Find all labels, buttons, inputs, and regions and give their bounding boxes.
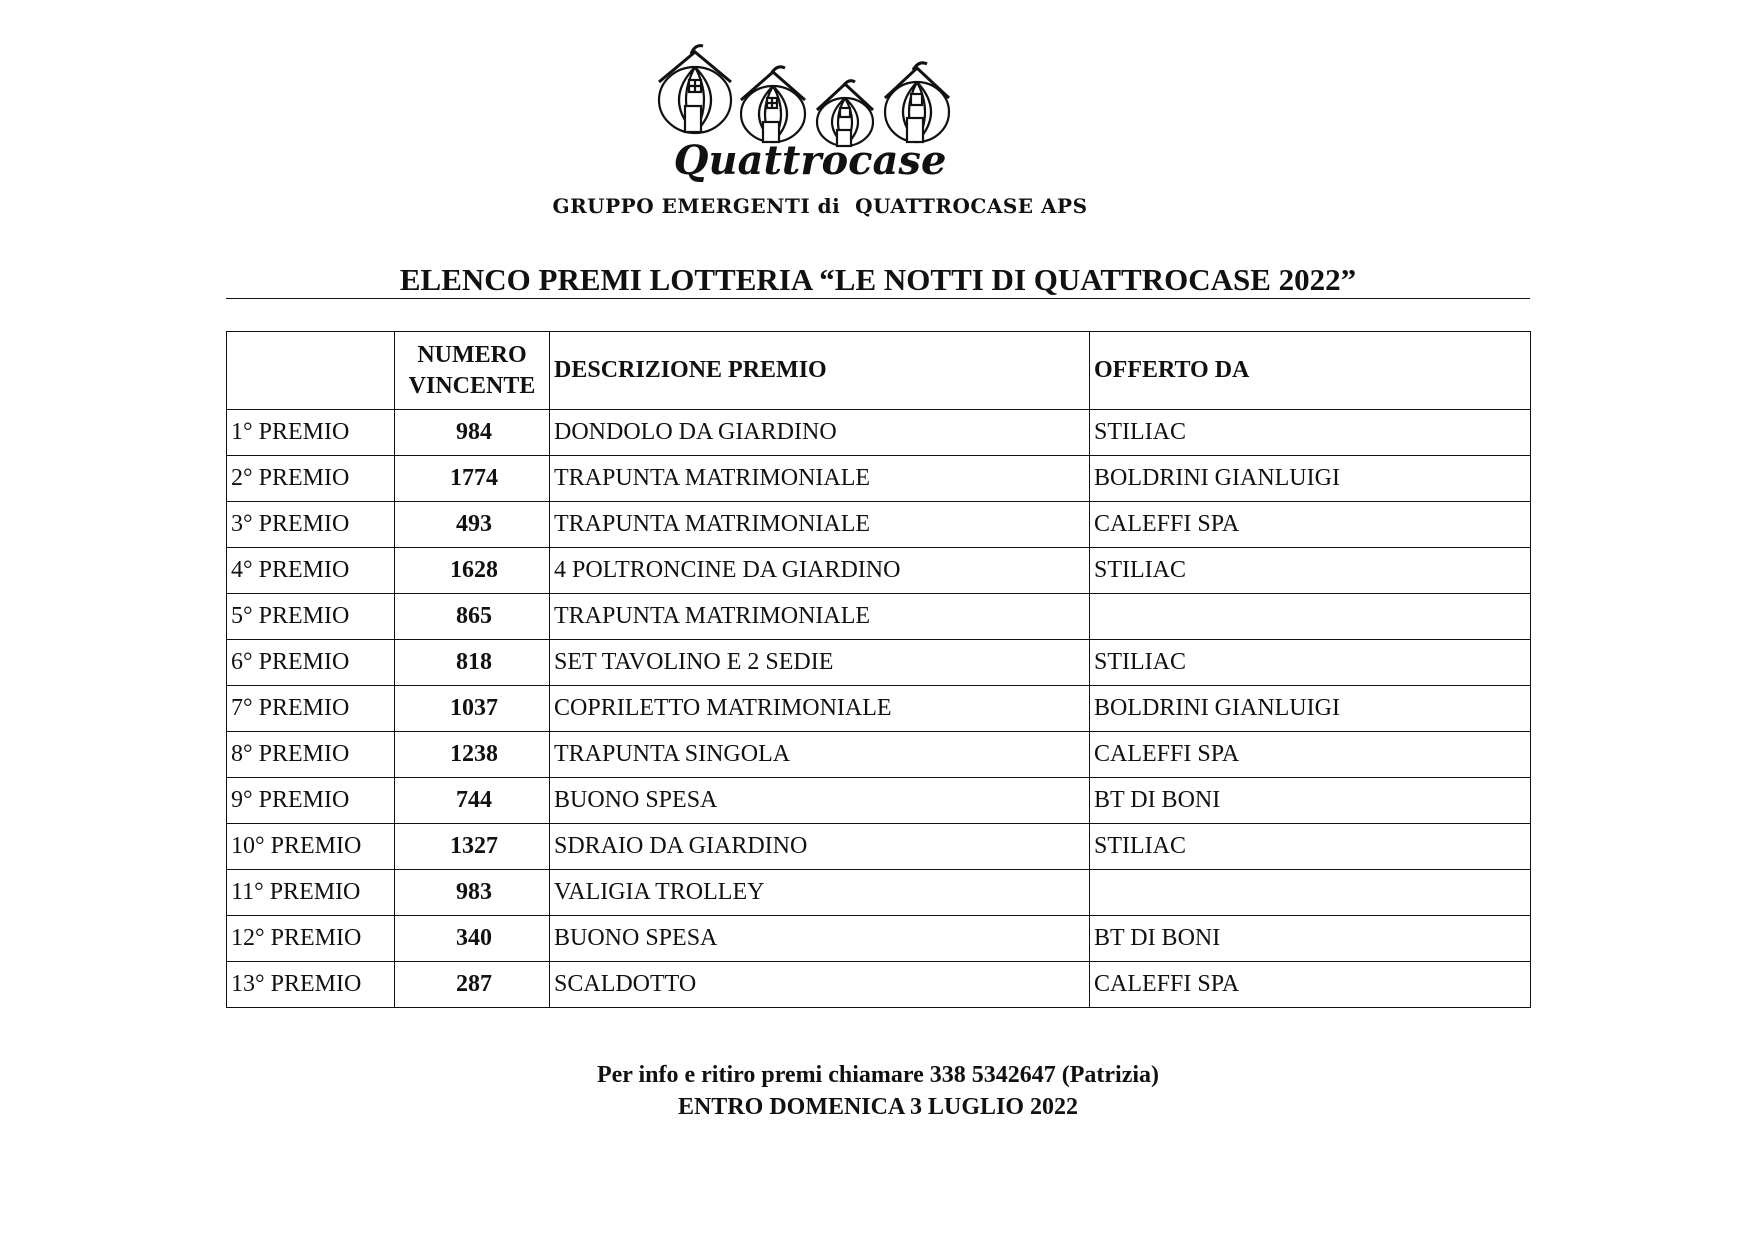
prize-sponsor: STILIAC bbox=[1090, 548, 1531, 594]
prize-rank: 4° PREMIO bbox=[227, 548, 395, 594]
winning-number: 340 bbox=[395, 916, 550, 962]
column-header-description: DESCRIZIONE PREMIO bbox=[550, 332, 1090, 410]
page-title: ELENCO PREMI LOTTERIA “LE NOTTI DI QUATTROCASE 2022” bbox=[399, 262, 1357, 297]
organization-name: GRUPPO EMERGENTI di QUATTROCASE APS bbox=[552, 194, 1088, 218]
winning-number: 744 bbox=[395, 778, 550, 824]
contact-info: Per info e ritiro premi chiamare 338 5342647 (Patrizia) bbox=[596, 1062, 1160, 1088]
column-header-number bbox=[395, 332, 550, 410]
prize-rank: 3° PREMIO bbox=[227, 502, 395, 548]
table-row bbox=[227, 502, 1531, 548]
prize-rank: 12° PREMIO bbox=[227, 916, 395, 962]
prize-sponsor: STILIAC bbox=[1090, 824, 1531, 870]
winning-number: 1037 bbox=[395, 686, 550, 732]
prize-description: SCALDOTTO bbox=[550, 962, 1090, 1008]
table-row bbox=[227, 870, 1531, 916]
prize-rank: 5° PREMIO bbox=[227, 594, 395, 640]
winning-number: 1238 bbox=[395, 732, 550, 778]
prize-description: VALIGIA TROLLEY bbox=[550, 870, 1090, 916]
prize-description: BUONO SPESA bbox=[550, 916, 1090, 962]
column-header-rank bbox=[227, 332, 395, 410]
winning-number: 493 bbox=[395, 502, 550, 548]
column-header-number-line2: VINCENTE bbox=[408, 372, 536, 399]
logo-wordmark: Quattrocase bbox=[673, 137, 947, 182]
table-row bbox=[227, 824, 1531, 870]
pickup-deadline: ENTRO DOMENICA 3 LUGLIO 2022 bbox=[677, 1094, 1079, 1120]
table-row bbox=[227, 456, 1531, 502]
prize-description: TRAPUNTA MATRIMONIALE bbox=[550, 502, 1090, 548]
pumpkin-house-icon bbox=[659, 46, 731, 133]
winning-number: 818 bbox=[395, 640, 550, 686]
prize-description: TRAPUNTA MATRIMONIALE bbox=[550, 456, 1090, 502]
prize-sponsor: BOLDRINI GIANLUIGI bbox=[1090, 456, 1531, 502]
winning-number: 1774 bbox=[395, 456, 550, 502]
prize-sponsor: STILIAC bbox=[1090, 640, 1531, 686]
table-row bbox=[227, 548, 1531, 594]
table-row bbox=[227, 778, 1531, 824]
table-row bbox=[227, 686, 1531, 732]
winning-number: 865 bbox=[395, 594, 550, 640]
prize-sponsor: BT DI BONI bbox=[1090, 778, 1531, 824]
column-header-offered-by: OFFERTO DA bbox=[1090, 332, 1531, 410]
prize-rank: 6° PREMIO bbox=[227, 640, 395, 686]
table-row bbox=[227, 640, 1531, 686]
prize-rank: 13° PREMIO bbox=[227, 962, 395, 1008]
column-header-number-line1: NUMERO bbox=[417, 341, 527, 368]
prize-description: COPRILETTO MATRIMONIALE bbox=[550, 686, 1090, 732]
pumpkin-house-icon bbox=[741, 67, 805, 142]
prize-rank: 9° PREMIO bbox=[227, 778, 395, 824]
prize-sponsor: CALEFFI SPA bbox=[1090, 732, 1531, 778]
prize-rank: 8° PREMIO bbox=[227, 732, 395, 778]
prize-description: SET TAVOLINO E 2 SEDIE bbox=[550, 640, 1090, 686]
prize-sponsor: CALEFFI SPA bbox=[1090, 962, 1531, 1008]
table-row bbox=[227, 410, 1531, 456]
prize-description: TRAPUNTA SINGOLA bbox=[550, 732, 1090, 778]
prize-sponsor bbox=[1090, 870, 1531, 916]
winning-number: 984 bbox=[395, 410, 550, 456]
table-header-row bbox=[227, 332, 1531, 410]
prize-rank: 7° PREMIO bbox=[227, 686, 395, 732]
prize-sponsor: BOLDRINI GIANLUIGI bbox=[1090, 686, 1531, 732]
table-row bbox=[227, 594, 1531, 640]
prize-sponsor: STILIAC bbox=[1090, 410, 1531, 456]
prize-rank: 10° PREMIO bbox=[227, 824, 395, 870]
prize-description: BUONO SPESA bbox=[550, 778, 1090, 824]
table-row bbox=[227, 732, 1531, 778]
prize-table bbox=[226, 331, 1531, 1008]
prize-description: DONDOLO DA GIARDINO bbox=[550, 410, 1090, 456]
prize-sponsor: BT DI BONI bbox=[1090, 916, 1531, 962]
prize-rank: 11° PREMIO bbox=[227, 870, 395, 916]
prize-sponsor bbox=[1090, 594, 1531, 640]
table-row bbox=[227, 916, 1531, 962]
prize-sponsor: CALEFFI SPA bbox=[1090, 502, 1531, 548]
title-underline bbox=[226, 298, 1530, 299]
quattrocase-logo bbox=[655, 42, 965, 182]
prize-description: TRAPUNTA MATRIMONIALE bbox=[550, 594, 1090, 640]
pumpkin-house-icon bbox=[885, 63, 949, 142]
prize-rank: 2° PREMIO bbox=[227, 456, 395, 502]
winning-number: 1628 bbox=[395, 548, 550, 594]
table-row bbox=[227, 962, 1531, 1008]
winning-number: 983 bbox=[395, 870, 550, 916]
prize-description: 4 POLTRONCINE DA GIARDINO bbox=[550, 548, 1090, 594]
winning-number: 1327 bbox=[395, 824, 550, 870]
prize-rank: 1° PREMIO bbox=[227, 410, 395, 456]
prize-description: SDRAIO DA GIARDINO bbox=[550, 824, 1090, 870]
winning-number: 287 bbox=[395, 962, 550, 1008]
